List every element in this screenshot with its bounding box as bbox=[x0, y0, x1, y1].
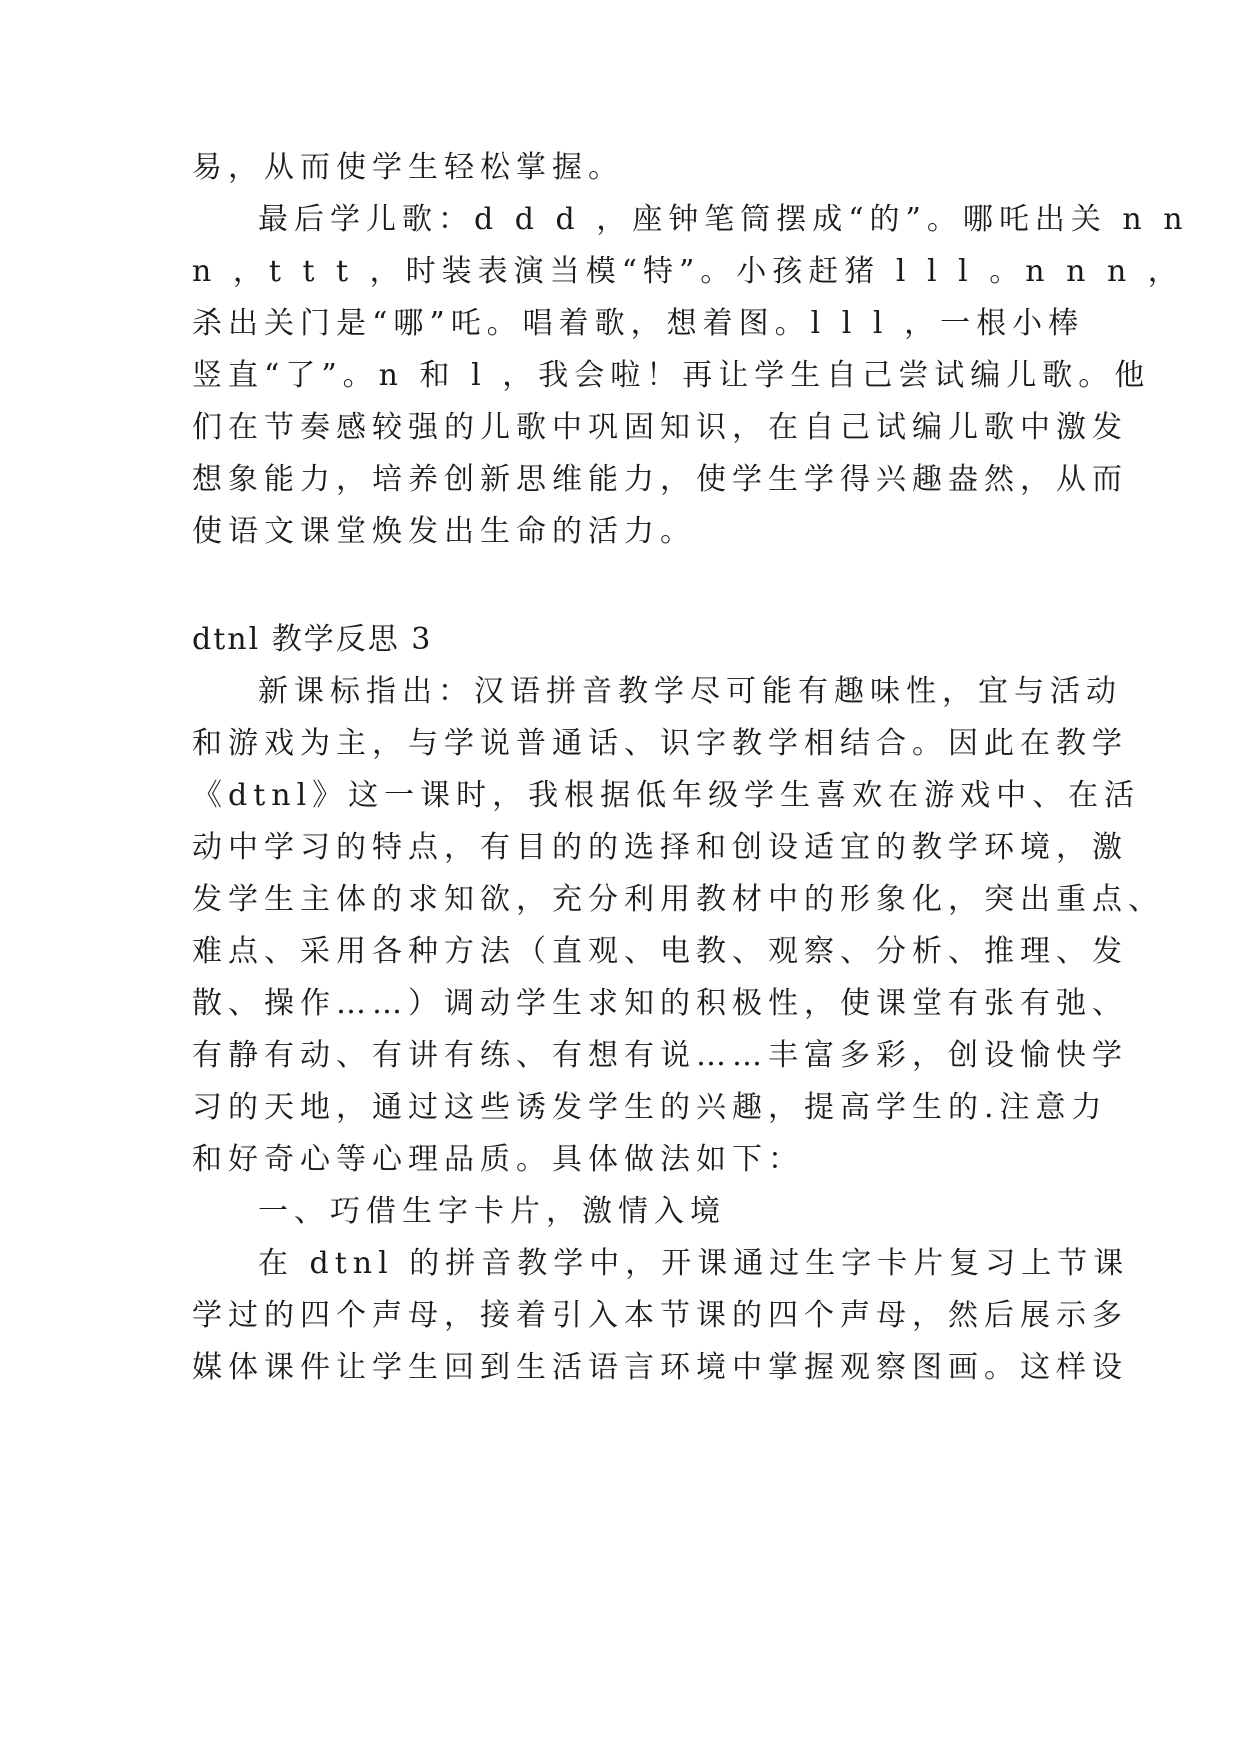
text-line: 在 dtnl 的拼音教学中，开课通过生字卡片复习上节课 bbox=[258, 1246, 1130, 1281]
text-line: 最后学儿歌：d d d ，座钟笔筒摆成“的”。哪吒出关 n n bbox=[258, 202, 1189, 237]
text-line: 发学生主体的求知欲，充分利用教材中的形象化，突出重点、 bbox=[192, 882, 1164, 917]
text-line: 杀出关门是“哪”吒。唱着歌，想着图。l l l ，一根小棒 bbox=[192, 306, 1085, 341]
text-line: 学过的四个声母，接着引入本节课的四个声母，然后展示多 bbox=[192, 1298, 1128, 1333]
text-line: 散、操作……）调动学生求知的积极性，使课堂有张有弛、 bbox=[192, 986, 1128, 1021]
text-line: 和好奇心等心理品质。具体做法如下： bbox=[192, 1142, 804, 1177]
text-line: 《dtnl》这一课时，我根据低年级学生喜欢在游戏中、在活 bbox=[192, 778, 1141, 813]
text-line: 想象能力，培养创新思维能力，使学生学得兴趣盎然，从而 bbox=[192, 462, 1128, 497]
text-line: 使语文课堂焕发出生命的活力。 bbox=[192, 514, 696, 549]
text-line: 难点、采用各种方法（直观、电教、观察、分析、推理、发 bbox=[192, 934, 1128, 969]
section-title: dtnl 教学反思 3 bbox=[192, 622, 433, 657]
text-line: 有静有动、有讲有练、有想有说……丰富多彩，创设愉快学 bbox=[192, 1038, 1128, 1073]
subheading: 一、巧借生字卡片，激情入境 bbox=[258, 1194, 726, 1229]
text-line: 易，从而使学生轻松掌握。 bbox=[192, 150, 624, 185]
text-line: 竖直“了”。n 和 l ，我会啦！再让学生自己尝试编儿歌。他 bbox=[192, 358, 1151, 393]
text-line: 们在节奏感较强的儿歌中巩固知识，在自己试编儿歌中激发 bbox=[192, 410, 1128, 445]
text-line: 和游戏为主，与学说普通话、识字教学相结合。因此在教学 bbox=[192, 726, 1128, 761]
text-line: 习的天地，通过这些诱发学生的兴趣，提高学生的.注意力 bbox=[192, 1090, 1108, 1125]
text-line: 媒体课件让学生回到生活语言环境中掌握观察图画。这样设 bbox=[192, 1350, 1128, 1385]
text-line: n ，t t t ，时装表演当模“特”。小孩赶猪 l l l 。n n n ， bbox=[192, 254, 1184, 289]
text-line: 动中学习的特点，有目的的选择和创设适宜的教学环境，激 bbox=[192, 830, 1128, 865]
text-line: 新课标指出：汉语拼音教学尽可能有趣味性，宜与活动 bbox=[258, 674, 1122, 709]
